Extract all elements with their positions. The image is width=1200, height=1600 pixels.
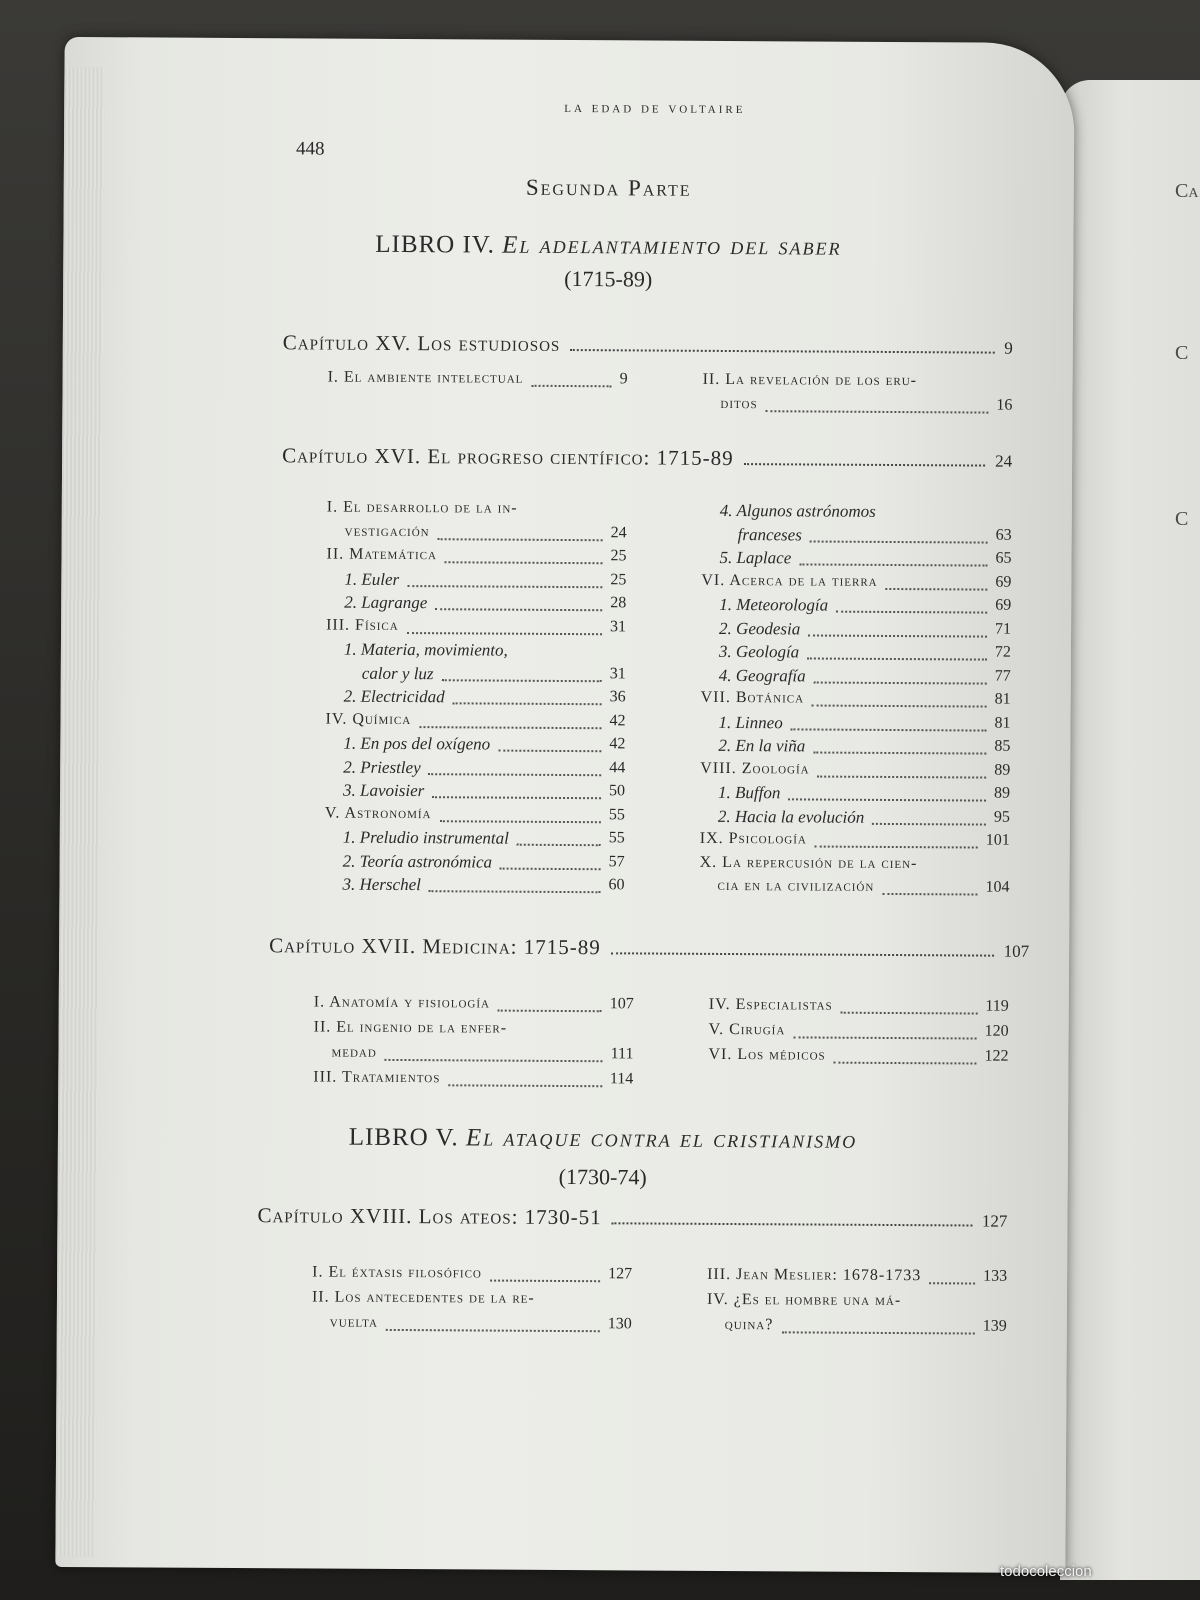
entry-title: cia en la civilización <box>717 876 875 895</box>
leader-dots <box>448 1084 602 1087</box>
toc-entry <box>326 593 626 618</box>
toc-entry <box>701 665 1011 690</box>
toc-entry <box>701 571 1011 596</box>
leader-dots <box>833 1062 976 1065</box>
entry-page: 60 <box>608 876 625 894</box>
leader-dots <box>782 1331 975 1334</box>
leader-dots <box>814 681 987 684</box>
entry-page: 130 <box>607 1315 632 1333</box>
entry-page: 28 <box>610 594 627 612</box>
leader-dots <box>532 385 612 387</box>
toc-entry <box>325 781 625 806</box>
entry-page: 89 <box>994 761 1011 779</box>
leader-dots <box>386 1329 600 1332</box>
leader-dots <box>498 750 601 753</box>
entry-title: II. La revelación de los eru- <box>702 370 918 390</box>
entry-page: 65 <box>995 549 1012 567</box>
entry-title: franceses <box>737 524 802 544</box>
entry-page: 69 <box>995 596 1012 614</box>
entry-title: 3. Lavoisier <box>343 780 425 801</box>
leader-dots <box>444 561 602 564</box>
leader-dots <box>435 608 602 611</box>
entry-title: VIII. Zoología <box>700 759 810 777</box>
entry-page: 81 <box>994 714 1011 732</box>
toc-entry <box>701 595 1011 620</box>
entry-title: 2. Lagrange <box>344 592 428 613</box>
facing-page-fragment-2: C <box>1175 342 1189 364</box>
toc-entry <box>702 524 1012 549</box>
leader-dots <box>384 1059 602 1062</box>
leader-dots <box>432 796 601 799</box>
book-title-iv <box>63 229 1113 263</box>
toc-entry <box>325 734 625 759</box>
entry-page: 42 <box>609 735 626 753</box>
leader-dots <box>440 820 601 823</box>
running-head: la edad de voltaire <box>564 99 746 118</box>
leader-dots <box>407 585 602 588</box>
entry-title: quina? <box>724 1315 774 1334</box>
entry-page: 139 <box>982 1317 1007 1335</box>
toc-entry <box>312 1288 632 1315</box>
entry-title: IV. ¿Es el hombre una má- <box>706 1290 902 1310</box>
left-section-column <box>312 1263 632 1340</box>
toc-entry <box>707 1291 1007 1318</box>
leader-dots <box>419 726 601 729</box>
toc-entry <box>701 548 1011 573</box>
page-number: 448 <box>295 138 325 160</box>
part-title: Segunda Parte <box>525 174 692 201</box>
toc-entry <box>325 804 625 829</box>
leader-dots <box>790 728 986 731</box>
entry-title: IX. Psicología <box>699 829 807 848</box>
entry-page: 9 <box>619 370 628 388</box>
toc-entry <box>700 806 1010 831</box>
book-name: El adelantamiento del saber <box>502 231 842 261</box>
leader-dots <box>872 822 986 825</box>
book-number: LIBRO IV. <box>375 230 496 259</box>
entry-page: 107 <box>609 995 634 1013</box>
toc-entry <box>313 1068 633 1095</box>
toc-entry <box>327 522 627 547</box>
toc-entry <box>326 687 626 712</box>
toc-entry <box>314 993 634 1020</box>
chapter-page: 24 <box>995 451 1013 471</box>
left-section-column <box>328 369 628 395</box>
leader-dots <box>799 563 987 566</box>
entry-page: 101 <box>985 831 1010 849</box>
entry-title: 1. Materia, movimiento, <box>343 639 508 660</box>
entry-title: 2. En la viña <box>718 735 806 756</box>
chapter-title: Capítulo XVII. Medicina: 1715-89 <box>269 933 601 960</box>
toc-entry <box>328 369 628 395</box>
entry-page: 55 <box>608 805 625 823</box>
entry-title: III. Jean Meslier: 1678-1733 <box>707 1265 922 1285</box>
toc-entry <box>700 830 1010 855</box>
entry-page: 72 <box>994 643 1011 661</box>
book-title-v <box>58 1122 1108 1156</box>
toc-entry <box>700 783 1010 808</box>
facing-page <box>1060 80 1200 1580</box>
toc-entry <box>326 640 626 665</box>
toc-entry <box>326 616 626 641</box>
entry-page: 44 <box>609 758 626 776</box>
entry-title: IV. Química <box>325 710 412 728</box>
entry-title: I. El éxtasis filosófico <box>312 1263 482 1282</box>
entry-page: 119 <box>985 997 1009 1015</box>
chapter-title: Capítulo XVIII. Los ateos: 1730-51 <box>257 1203 602 1230</box>
toc-entry <box>701 642 1011 667</box>
leader-dots <box>882 893 977 896</box>
chapter-heading <box>282 443 1012 472</box>
toc-entry <box>700 736 1010 761</box>
toc-entry <box>326 546 626 571</box>
toc-entry <box>700 712 1010 737</box>
facing-page-fragment-3: C <box>1175 508 1189 530</box>
toc-entry <box>709 1021 1009 1048</box>
toc-entry <box>702 395 1012 421</box>
toc-entry <box>326 663 626 688</box>
chapter-title: Capítulo XVI. El progreso científico: 1715-89 <box>282 443 734 471</box>
facing-page-fragment-1: Ca <box>1175 180 1199 202</box>
left-section-column <box>313 993 634 1095</box>
leader-dots <box>442 679 602 682</box>
chapter-page: 107 <box>1003 941 1030 961</box>
book-years-iv: (1715-89) <box>564 265 653 292</box>
toc-entry <box>703 371 1013 397</box>
toc-entry <box>701 689 1011 714</box>
entry-title: 1. Preludio instrumental <box>342 827 509 848</box>
entry-page: 31 <box>610 617 627 635</box>
leader-dots <box>490 1280 600 1283</box>
chapter-heading <box>269 933 1029 963</box>
leader-dots <box>929 1282 975 1284</box>
leader-dots <box>428 890 600 893</box>
entry-page: 63 <box>995 526 1012 544</box>
entry-page: 120 <box>984 1022 1009 1040</box>
entry-page: 85 <box>994 737 1011 755</box>
entry-title: 1. Meteorología <box>719 594 829 615</box>
leader-dots <box>453 702 602 705</box>
leader-dots <box>407 632 602 635</box>
entry-title: X. La repercusión de la cien- <box>699 853 918 872</box>
entry-page: 133 <box>983 1267 1008 1285</box>
entry-title: 1. En pos del oxígeno <box>343 733 491 754</box>
entry-page: 50 <box>609 782 626 800</box>
entry-title: VI. Acerca de la tierra <box>701 571 878 590</box>
entry-title: V. Cirugía <box>708 1020 786 1039</box>
entry-page: 122 <box>984 1047 1009 1065</box>
entry-title: ditos <box>720 394 758 413</box>
leader-dots <box>808 634 987 637</box>
entry-title: IV. Especialistas <box>708 995 833 1014</box>
entry-title: 1. Buffon <box>718 782 781 803</box>
leader-dots <box>611 952 994 956</box>
page-edge <box>55 67 104 1557</box>
entry-page: 77 <box>994 667 1011 685</box>
leader-dots <box>813 752 986 755</box>
leader-dots <box>517 844 601 847</box>
leader-dots <box>794 1036 977 1039</box>
chapter-page: 127 <box>981 1211 1008 1231</box>
entry-title: 3. Herschel <box>342 874 421 895</box>
leader-dots <box>744 463 986 466</box>
right-section-column <box>707 1266 1007 1343</box>
leader-dots <box>836 611 987 614</box>
toc-entry <box>312 1263 632 1290</box>
toc-entry <box>707 1316 1007 1343</box>
entry-title: II. El ingenio de la enfer- <box>313 1018 508 1037</box>
leader-dots <box>812 705 987 708</box>
toc-entry <box>708 1046 1008 1073</box>
toc-entry <box>702 501 1012 526</box>
entry-title: I. Anatomía y fisiología <box>313 993 491 1012</box>
entry-title: III. Física <box>326 616 399 634</box>
chapter-title: Capítulo XV. Los estudiosos <box>282 330 561 356</box>
toc-entry <box>312 1313 632 1340</box>
entry-title: 2. Geodesia <box>719 618 801 638</box>
entry-page: 95 <box>993 808 1010 826</box>
entry-title: 5. Laplace <box>719 547 792 568</box>
entry-page: 55 <box>608 829 625 847</box>
toc-entry <box>325 851 625 876</box>
toc-entry <box>707 1266 1007 1293</box>
toc-entry <box>701 618 1011 643</box>
toc-entry <box>325 710 625 735</box>
chapter-heading <box>257 1203 1007 1233</box>
entry-page: 81 <box>994 690 1011 708</box>
entry-page: 89 <box>994 784 1011 802</box>
leader-dots <box>612 1222 972 1226</box>
entry-title: I. El ambiente intelectual <box>327 368 524 387</box>
entry-page: 42 <box>609 711 626 729</box>
leader-dots <box>885 587 987 590</box>
entry-title: 3. Geología <box>718 641 800 662</box>
toc-entry <box>325 757 625 782</box>
entry-title: 1. Euler <box>344 569 400 589</box>
toc-entry <box>709 996 1009 1023</box>
entry-title: medad <box>331 1043 377 1061</box>
entry-page: 57 <box>608 852 625 870</box>
entry-title: 2. Priestley <box>343 757 421 777</box>
entry-title: vuelta <box>329 1313 378 1331</box>
toc-entry <box>325 828 625 853</box>
leader-dots <box>817 775 986 778</box>
entry-page: 31 <box>609 664 626 682</box>
entry-title: I. El desarrollo de la in- <box>326 498 518 517</box>
right-section-column <box>699 501 1011 902</box>
leader-dots <box>765 410 988 413</box>
toc-entry <box>700 759 1010 784</box>
leader-dots <box>498 1010 602 1013</box>
entry-title: VII. Botánica <box>700 688 805 707</box>
left-section-column <box>324 499 626 900</box>
book-number: LIBRO V. <box>348 1123 459 1152</box>
leader-dots <box>788 798 986 801</box>
book-years-v: (1730-74) <box>558 1163 647 1190</box>
leader-dots <box>438 538 603 541</box>
leader-dots <box>570 349 994 354</box>
leader-dots <box>841 1012 978 1015</box>
leader-dots <box>807 657 987 660</box>
entry-title: II. Matemática <box>326 545 438 564</box>
entry-page: 69 <box>995 573 1012 591</box>
entry-title: 4. Algunos astrónomos <box>719 500 876 521</box>
entry-page: 127 <box>608 1265 633 1283</box>
toc-entry <box>699 877 1009 902</box>
toc-entry <box>324 875 624 900</box>
toc-entry <box>700 853 1010 878</box>
entry-title: III. Tratamientos <box>313 1068 441 1087</box>
entry-page: 114 <box>609 1070 634 1088</box>
entry-title: vestigación <box>344 522 430 540</box>
leader-dots <box>500 867 601 870</box>
book-name: El ataque contra el cristianismo <box>465 1124 858 1154</box>
right-section-column <box>708 996 1008 1073</box>
entry-title: 4. Geografía <box>718 665 806 685</box>
entry-page: 111 <box>610 1045 634 1063</box>
entry-page: 71 <box>995 620 1012 638</box>
entry-page: 25 <box>610 570 627 588</box>
entry-title: calor y luz <box>361 663 434 683</box>
leader-dots <box>810 540 988 543</box>
chapter-heading <box>283 330 1013 359</box>
entry-page: 16 <box>996 396 1013 414</box>
toc-entry <box>326 569 626 594</box>
entry-title: 2. Teoría astronómica <box>342 851 493 872</box>
entry-page: 36 <box>609 688 626 706</box>
entry-title: 2. Electricidad <box>343 686 445 707</box>
leader-dots <box>428 773 601 776</box>
entry-page: 104 <box>985 878 1010 896</box>
entry-title: 2. Hacia la evolución <box>717 806 865 827</box>
toc-entry <box>314 1018 634 1045</box>
book-page <box>55 37 1074 1573</box>
entry-title: V. Astronomía <box>324 804 432 822</box>
right-section-column <box>702 371 1012 421</box>
watermark: todocoleccion <box>1000 1563 1092 1580</box>
entry-title: 1. Linneo <box>718 712 783 732</box>
entry-title: VI. Los médicos <box>708 1045 826 1064</box>
entry-title: II. Los antecedentes de la re- <box>311 1288 535 1307</box>
entry-page: 25 <box>610 547 627 565</box>
leader-dots <box>815 846 978 849</box>
toc-entry <box>313 1043 633 1070</box>
toc-entry <box>327 499 627 524</box>
entry-page: 24 <box>610 523 627 541</box>
chapter-page: 9 <box>1004 338 1013 358</box>
